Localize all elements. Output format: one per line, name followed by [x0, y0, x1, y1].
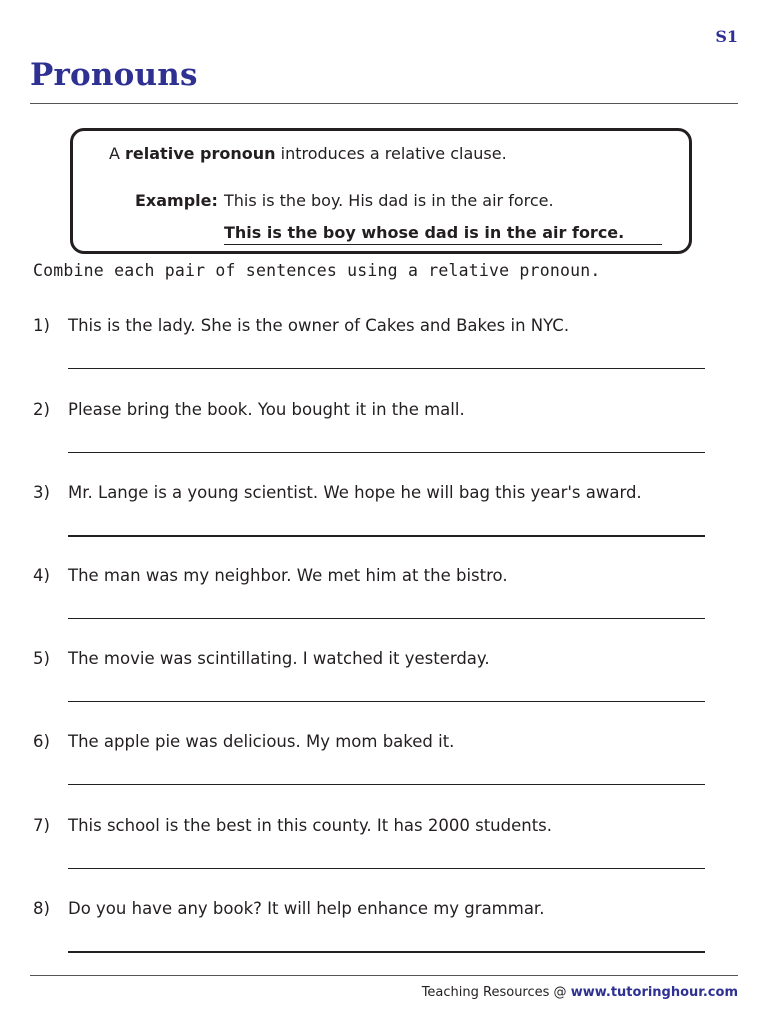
example-label: Example: [135, 191, 218, 210]
definition-box [70, 128, 692, 254]
answer-line[interactable] [68, 618, 705, 619]
question-number: 4) [33, 566, 50, 585]
question-number: 2) [33, 400, 50, 419]
footer-link[interactable]: www.tutoringhour.com [570, 985, 738, 1000]
question-text: Mr. Lange is a young scientist. We hope he will bag this year's award. [68, 483, 642, 502]
answer-line[interactable] [68, 784, 705, 785]
definition-suffix: introduces a relative clause. [275, 144, 507, 163]
worksheet-code: S1 [715, 27, 738, 46]
question-number: 5) [33, 649, 50, 668]
question-text: Please bring the book. You bought it in the mall. [68, 400, 465, 419]
answer-line[interactable] [68, 868, 705, 869]
question-item [33, 483, 705, 553]
question-text: This is the lady. She is the owner of Cakes and Bakes in NYC. [68, 316, 570, 335]
definition-prefix: A [109, 144, 126, 163]
definition-text [109, 144, 507, 163]
question-text: Do you have any book? It will help enhance my grammar. [68, 899, 545, 918]
question-item [33, 566, 705, 636]
answer-line[interactable] [68, 951, 705, 953]
question-item [33, 816, 705, 886]
question-item [33, 732, 705, 802]
question-number: 7) [33, 816, 50, 835]
instruction-text: Combine each pair of sentences using a relative pronoun. [33, 261, 601, 280]
answer-line[interactable] [68, 368, 705, 369]
question-item [33, 649, 705, 719]
question-number: 1) [33, 316, 50, 335]
definition-term: relative pronoun [125, 144, 276, 163]
footer [422, 985, 738, 1000]
example-sentence: This is the boy. His dad is in the air force. [224, 191, 554, 210]
question-item [33, 316, 705, 386]
question-item [33, 400, 705, 470]
answer-line[interactable] [68, 701, 705, 702]
question-text: The movie was scintillating. I watched it yesterday. [68, 649, 490, 668]
footer-label: Teaching Resources @ [421, 985, 571, 1000]
example-answer: This is the boy whose dad is in the air force. [224, 223, 662, 245]
answer-line[interactable] [68, 452, 705, 453]
question-item [33, 899, 705, 969]
question-text: The man was my neighbor. We met him at the bistro. [68, 566, 508, 585]
footer-divider [30, 975, 738, 976]
question-number: 6) [33, 732, 50, 751]
page-title: Pronouns [30, 57, 198, 93]
question-number: 3) [33, 483, 50, 502]
question-number: 8) [33, 899, 50, 918]
question-text: The apple pie was delicious. My mom baked it. [68, 732, 455, 751]
answer-line[interactable] [68, 535, 705, 537]
question-text: This school is the best in this county. It has 2000 students. [68, 816, 553, 835]
title-divider [30, 103, 738, 104]
